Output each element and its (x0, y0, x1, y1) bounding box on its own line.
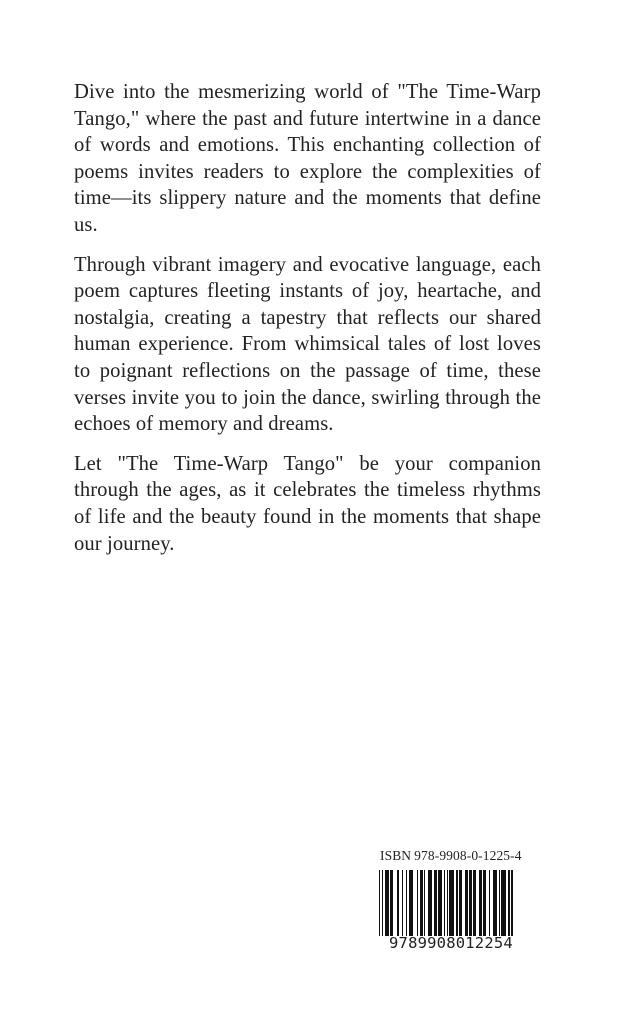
blurb-paragraph-1: Dive into the mesmerizing world of "The Time-Warp Tango," where the past and future intertwine in a dance of words and emotions. This enchanting collection of poems invites readers to explore the complexities of time—its slippery nature and the moments that define us. (74, 81, 541, 236)
blurb-paragraph-3: Let "The Time-Warp Tango" be your companion through the ages, as it celebrates the timeless rhythms of life and the beauty found in the moments that shape our journey. (74, 452, 541, 555)
isbn-barcode-block (377, 848, 522, 952)
barcode-module (511, 870, 512, 936)
ean13-number: 9789908012254 (389, 934, 513, 952)
barcode-bars (379, 870, 517, 936)
blurb-text (74, 79, 541, 570)
isbn-prefix: ISBN (380, 848, 412, 863)
blurb-paragraph-2: Through vibrant imagery and evocative language, each poem captures fleeting instants of joy, heartache, and nostalgia, creating a tapestry that reflects our shared human experience. From whimsical tales of lost loves to poignant reflections on the passage of time, these verses invite you to join the dance, swirling through the echoes of memory and dreams. (74, 253, 541, 436)
isbn-formatted: 978-9908-0-1225-4 (414, 848, 522, 863)
isbn-label (380, 848, 522, 864)
